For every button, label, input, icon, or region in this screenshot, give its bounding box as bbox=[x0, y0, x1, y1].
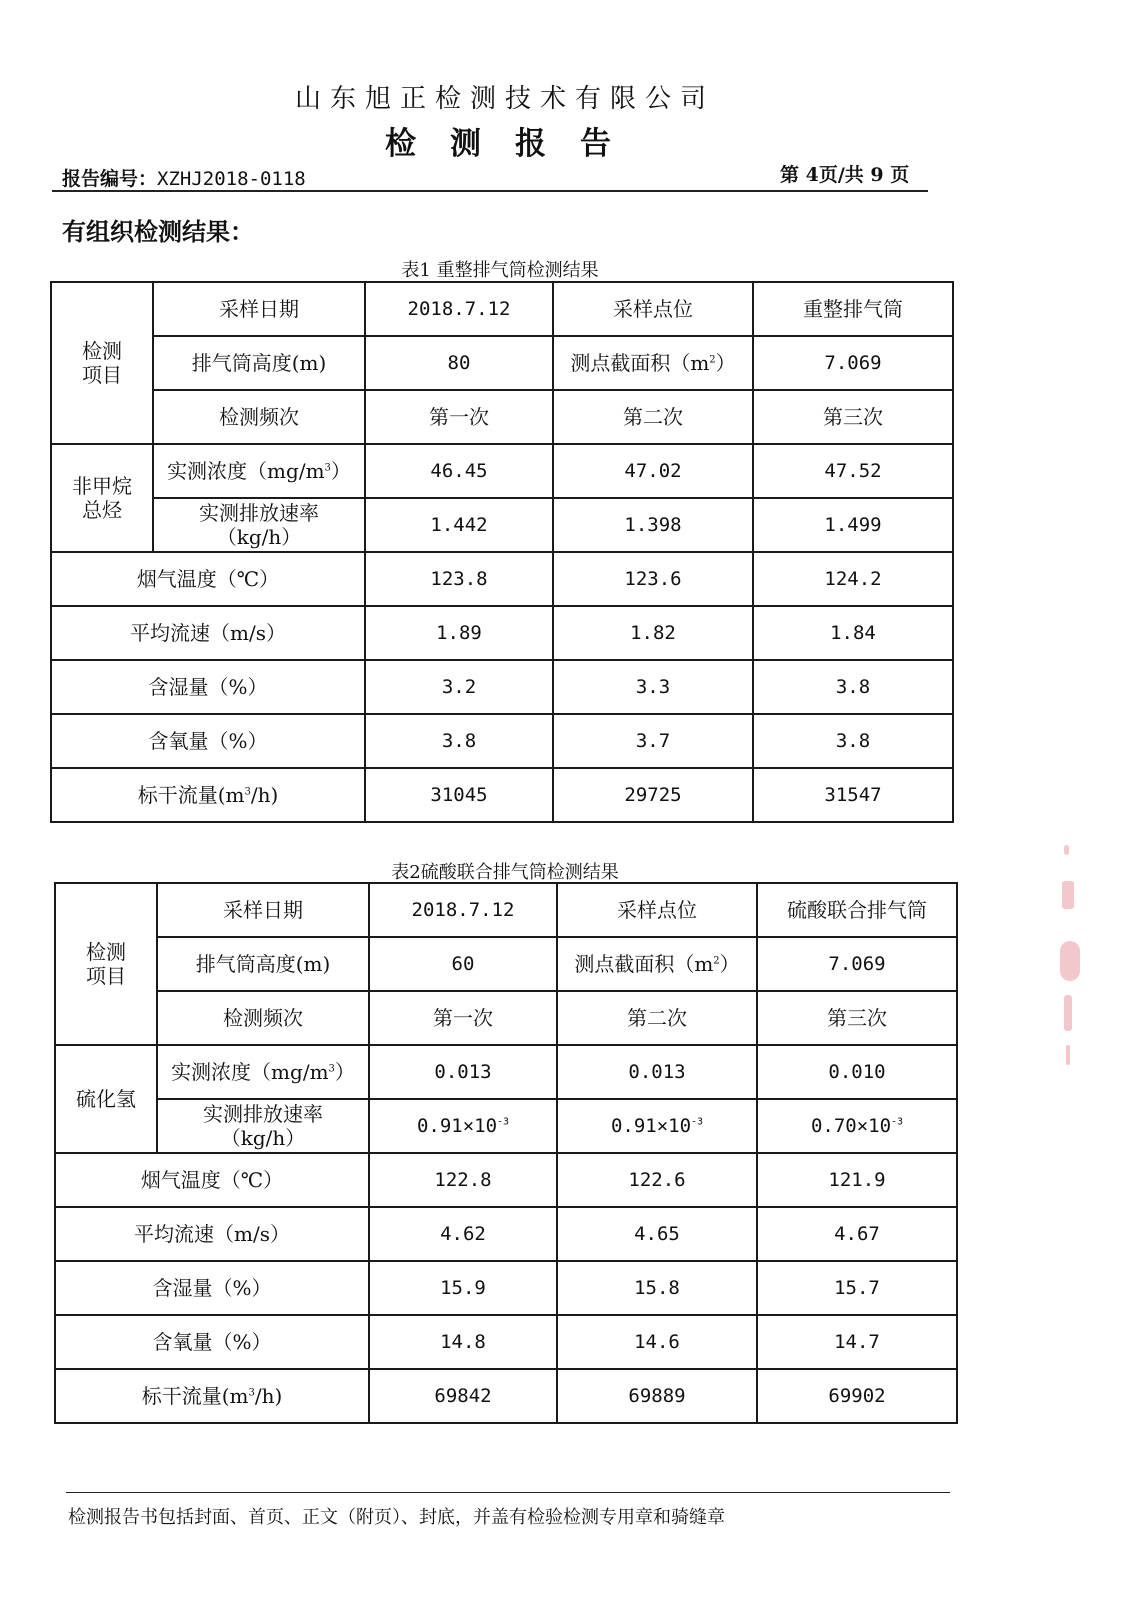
table2-flow-label bbox=[55, 1369, 369, 1423]
table2-caption: 表2硫酸联合排气筒检测结果 bbox=[391, 862, 619, 883]
document-title: 检测报告 bbox=[385, 126, 645, 162]
table1-cell: 1.84 bbox=[753, 606, 953, 660]
table2-cell: 4.62 bbox=[369, 1207, 557, 1261]
table1-cell: 3.8 bbox=[753, 660, 953, 714]
table1-cell: 3.7 bbox=[553, 714, 753, 768]
table2-row-label: 平均流速（m/s） bbox=[55, 1207, 369, 1261]
table1-stack-height: 80 bbox=[365, 336, 553, 390]
table2-freq-label: 检测频次 bbox=[157, 991, 369, 1045]
table2-flow-3: 69902 bbox=[757, 1369, 957, 1423]
table2-flow-2: 69889 bbox=[557, 1369, 757, 1423]
page-info: 第 4页/共 9 页 bbox=[780, 164, 910, 186]
table2-rate-3-base: 0.70×10 bbox=[810, 1115, 892, 1137]
table2-conc-label-text: 实测浓度（mg/m bbox=[171, 1060, 329, 1084]
table2-cell: 122.6 bbox=[557, 1153, 757, 1207]
table1-row-label: 平均流速（m/s） bbox=[51, 606, 365, 660]
table2-area: 7.069 bbox=[757, 937, 957, 991]
report-number bbox=[62, 164, 306, 191]
table1-cell: 123.6 bbox=[553, 552, 753, 606]
table2-row-label: 烟气温度（℃） bbox=[55, 1153, 369, 1207]
table2-row-label: 含湿量（%） bbox=[55, 1261, 369, 1315]
table2-rate-3 bbox=[757, 1099, 957, 1153]
table2-cell: 121.9 bbox=[757, 1153, 957, 1207]
table1-area-label-text: 测点截面积（m bbox=[570, 351, 710, 375]
table2-sample-point: 硫酸联合排气筒 bbox=[757, 883, 957, 937]
table2-conc-3: 0.010 bbox=[757, 1045, 957, 1099]
table1-freq-1: 第一次 bbox=[365, 390, 553, 444]
section-title: 有组织检测结果： bbox=[62, 218, 254, 246]
table2-rate-2-base: 0.91×10 bbox=[610, 1115, 692, 1137]
table1-flow-label-a: 标干流量(m bbox=[137, 783, 245, 807]
footer-note: 检测报告书包括封面、首页、正文（附页）、封底，并盖有检验检测专用章和骑缝章 bbox=[68, 1507, 725, 1528]
table1-flow-sup: 3 bbox=[244, 786, 251, 798]
table1-cell: 1.82 bbox=[553, 606, 753, 660]
table2-sample-date: 2018.7.12 bbox=[369, 883, 557, 937]
table2-flow-1: 69842 bbox=[369, 1369, 557, 1423]
table1-rate-3: 1.499 bbox=[753, 498, 953, 552]
table1-conc-3: 47.52 bbox=[753, 444, 953, 498]
footer-divider bbox=[66, 1492, 950, 1493]
table1-row-label: 含氧量（%） bbox=[51, 714, 365, 768]
table2-rate-1-base: 0.91×10 bbox=[416, 1115, 498, 1137]
table2-stack-height-label: 排气筒高度(m) bbox=[157, 937, 369, 991]
report-number-value: XZHJ2018-0118 bbox=[157, 168, 306, 190]
report-number-label: 报告编号： bbox=[62, 168, 158, 190]
table2-area-label-text: 测点截面积（m bbox=[574, 952, 714, 976]
table1-conc-sup: 3 bbox=[324, 462, 331, 474]
table2-rate-1-exp: -3 bbox=[497, 1116, 510, 1128]
table2-row-label: 含氧量（%） bbox=[55, 1315, 369, 1369]
table2-cell: 122.8 bbox=[369, 1153, 557, 1207]
table1-conc-1: 46.45 bbox=[365, 444, 553, 498]
table2-sample-date-label: 采样日期 bbox=[157, 883, 369, 937]
table2-conc-label bbox=[157, 1045, 369, 1099]
table1-cell: 3.3 bbox=[553, 660, 753, 714]
table1-conc-2: 47.02 bbox=[553, 444, 753, 498]
table1-sample-date-label: 采样日期 bbox=[153, 282, 365, 336]
table2-conc-label-end: ） bbox=[334, 1060, 355, 1084]
table2-cell: 14.7 bbox=[757, 1315, 957, 1369]
table1-row-label: 含湿量（%） bbox=[51, 660, 365, 714]
table1-freq-3: 第三次 bbox=[753, 390, 953, 444]
table1-conc-label-end: ） bbox=[330, 459, 351, 483]
table1-cell: 3.2 bbox=[365, 660, 553, 714]
table2-conc-2: 0.013 bbox=[557, 1045, 757, 1099]
table2-conc-1: 0.013 bbox=[369, 1045, 557, 1099]
table1-cell: 123.8 bbox=[365, 552, 553, 606]
table2-cell: 14.8 bbox=[369, 1315, 557, 1369]
table2-rate-3-exp: -3 bbox=[891, 1116, 904, 1128]
table2-rate-1 bbox=[369, 1099, 557, 1153]
table2-sample-point-label: 采样点位 bbox=[557, 883, 757, 937]
table1-cell: 3.8 bbox=[365, 714, 553, 768]
table1-area: 7.069 bbox=[753, 336, 953, 390]
table2-rate-2-exp: -3 bbox=[691, 1116, 704, 1128]
table2-cell: 15.7 bbox=[757, 1261, 957, 1315]
table2-conc-sup: 3 bbox=[328, 1063, 335, 1075]
table2-group-label-2: 硫化氢 bbox=[55, 1045, 157, 1153]
table1-flow-label bbox=[51, 768, 365, 822]
table2-cell: 4.67 bbox=[757, 1207, 957, 1261]
table2-cell: 15.8 bbox=[557, 1261, 757, 1315]
table1-freq-label: 检测频次 bbox=[153, 390, 365, 444]
table1-rate-label: 实测排放速率 （kg/h） bbox=[153, 498, 365, 552]
table2-freq-2: 第二次 bbox=[557, 991, 757, 1045]
table1-sample-date: 2018.7.12 bbox=[365, 282, 553, 336]
table1-caption: 表1 重整排气筒检测结果 bbox=[401, 260, 599, 281]
table2-group-label-1: 检测 项目 bbox=[55, 883, 157, 1045]
table1-area-label bbox=[553, 336, 753, 390]
table1-flow-label-b: /h) bbox=[250, 783, 279, 807]
table2-flow-label-a: 标干流量(m bbox=[141, 1384, 249, 1408]
table1-group-label-1: 检测 项目 bbox=[51, 282, 153, 444]
table1-rate-2: 1.398 bbox=[553, 498, 753, 552]
table2 bbox=[54, 882, 958, 1424]
table2-area-label bbox=[557, 937, 757, 991]
table2-stack-height: 60 bbox=[369, 937, 557, 991]
table1-area-label-end: ） bbox=[715, 351, 736, 375]
company-name: 山东旭正检测技术有限公司 bbox=[294, 84, 715, 114]
table2-freq-1: 第一次 bbox=[369, 991, 557, 1045]
table1-freq-2: 第二次 bbox=[553, 390, 753, 444]
table2-area-label-end: ） bbox=[719, 952, 740, 976]
table2-area-sup: 2 bbox=[713, 955, 720, 967]
table1-conc-label bbox=[153, 444, 365, 498]
table2-rate-label: 实测排放速率 （kg/h） bbox=[157, 1099, 369, 1153]
table1-cell: 124.2 bbox=[753, 552, 953, 606]
table1-sample-point: 重整排气筒 bbox=[753, 282, 953, 336]
table1-flow-1: 31045 bbox=[365, 768, 553, 822]
table1-cell: 1.89 bbox=[365, 606, 553, 660]
table2-flow-sup: 3 bbox=[248, 1387, 255, 1399]
table1-rate-1: 1.442 bbox=[365, 498, 553, 552]
table1-row-label: 烟气温度（℃） bbox=[51, 552, 365, 606]
table1-cell: 3.8 bbox=[753, 714, 953, 768]
table1-sample-point-label: 采样点位 bbox=[553, 282, 753, 336]
table2-freq-3: 第三次 bbox=[757, 991, 957, 1045]
table1 bbox=[50, 281, 954, 823]
table1-flow-2: 29725 bbox=[553, 768, 753, 822]
table1-stack-height-label: 排气筒高度(m) bbox=[153, 336, 365, 390]
table2-cell: 4.65 bbox=[557, 1207, 757, 1261]
header-divider bbox=[52, 190, 928, 192]
table1-area-sup: 2 bbox=[709, 354, 716, 366]
table2-cell: 14.6 bbox=[557, 1315, 757, 1369]
table2-rate-2 bbox=[557, 1099, 757, 1153]
table2-flow-label-b: /h) bbox=[254, 1384, 283, 1408]
table1-group-label-2: 非甲烷 总烃 bbox=[51, 444, 153, 552]
table1-conc-label-text: 实测浓度（mg/m bbox=[167, 459, 325, 483]
table2-cell: 15.9 bbox=[369, 1261, 557, 1315]
table1-flow-3: 31547 bbox=[753, 768, 953, 822]
seam-stamp bbox=[1058, 845, 1082, 1085]
